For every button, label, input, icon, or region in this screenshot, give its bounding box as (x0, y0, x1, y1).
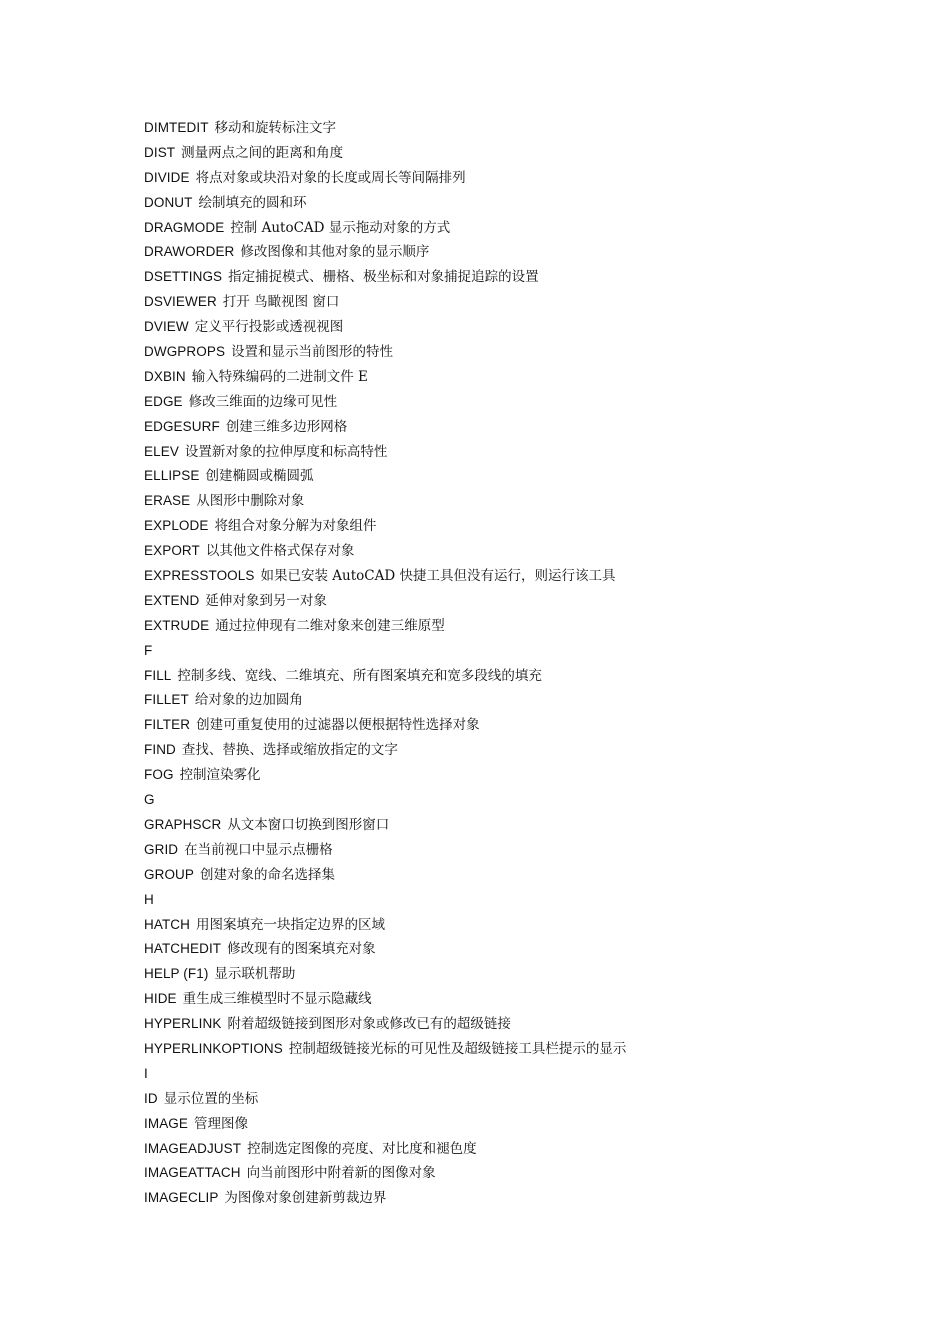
command-description: 显示位置的坐标 (163, 1090, 259, 1107)
command-name: I (144, 1065, 148, 1081)
command-description: 附着超级链接到图形对象或修改已有的超级链接 (227, 1016, 511, 1033)
command-name: HATCHEDIT (144, 941, 222, 957)
command-name: ID (144, 1090, 158, 1106)
command-name: EXPORT (144, 543, 200, 559)
list-item (144, 664, 904, 689)
command-name: HELP (F1) (144, 966, 209, 982)
list-item (144, 639, 904, 664)
command-name: HATCH (144, 916, 190, 932)
list-item (144, 937, 904, 962)
list-item (144, 489, 904, 514)
command-description: 修改三维面的边缘可见性 (188, 393, 338, 410)
list-item (144, 763, 904, 788)
command-description: 设置和显示当前图形的特性 (231, 344, 394, 361)
list-item (144, 688, 904, 713)
command-name: DIVIDE (144, 169, 190, 185)
list-item (144, 738, 904, 763)
command-description: 定义平行投影或透视视图 (194, 319, 344, 336)
command-description: 控制 AutoCAD 显示拖动对象的方式 (230, 219, 451, 236)
command-description: 显示联机帮助 (214, 966, 296, 983)
command-name: HYPERLINK (144, 1016, 222, 1032)
command-name: DIST (144, 144, 176, 160)
command-description: 输入特殊编码的二进制文件 E (191, 368, 368, 385)
command-name: DWGPROPS (144, 344, 226, 360)
command-description: 指定捕捉模式、栅格、极坐标和对象捕捉追踪的设置 (228, 269, 539, 286)
command-name: EXTRUDE (144, 617, 210, 633)
list-item (144, 589, 904, 614)
command-description: 控制渲染雾化 (179, 767, 261, 784)
command-description: 为图像对象创建新剪裁边界 (224, 1190, 387, 1207)
command-name: DSETTINGS (144, 269, 223, 285)
list-item (144, 415, 904, 440)
list-item (144, 1112, 904, 1137)
list-item (144, 614, 904, 639)
command-description: 创建对象的命名选择集 (200, 866, 336, 883)
command-description: 在当前视口中显示点栅格 (184, 841, 333, 858)
command-name: HYPERLINKOPTIONS (144, 1040, 283, 1056)
list-item (144, 863, 904, 888)
command-description: 从图形中删除对象 (196, 493, 305, 510)
command-name: HIDE (144, 991, 177, 1007)
command-name: H (144, 891, 154, 907)
command-description: 延伸对象到另一对象 (205, 592, 327, 609)
list-item (144, 838, 904, 863)
command-description: 给对象的边加圆角 (194, 692, 303, 709)
list-item (144, 216, 904, 241)
command-name: EXPRESSTOOLS (144, 568, 255, 584)
command-description: 移动和旋转标注文字 (214, 120, 337, 136)
command-name: IMAGECLIP (144, 1190, 219, 1206)
list-item (144, 1037, 904, 1062)
list-item (144, 1062, 904, 1087)
list-item (144, 116, 904, 141)
command-name: ELLIPSE (144, 468, 200, 484)
command-name: IMAGEATTACH (144, 1165, 241, 1181)
command-description: 将点对象或块沿对象的长度或周长等间隔排列 (195, 169, 466, 186)
command-description: 修改现有的图案填充对象 (227, 941, 376, 958)
command-name: GRID (144, 841, 179, 857)
command-name: FIND (144, 742, 176, 758)
command-description: 查找、替换、选择或缩放指定的文字 (181, 742, 398, 759)
list-item (144, 987, 904, 1012)
list-item (144, 265, 904, 290)
command-list (144, 116, 904, 1211)
command-description: 向当前图形中附着新的图像对象 (246, 1165, 436, 1182)
list-item (144, 365, 904, 390)
list-item (144, 166, 904, 191)
list-item (144, 539, 904, 564)
command-name: EDGESURF (144, 418, 220, 434)
list-item (144, 340, 904, 365)
command-description: 创建椭圆或椭圆弧 (205, 468, 314, 485)
command-name: DXBIN (144, 368, 186, 384)
list-item (144, 913, 904, 938)
list-item (144, 1161, 904, 1186)
list-item (144, 390, 904, 415)
list-item (144, 788, 904, 813)
command-description: 以其他文件格式保存对象 (205, 543, 355, 560)
command-name: G (144, 792, 155, 808)
list-item (144, 888, 904, 913)
command-name: EDGE (144, 393, 183, 409)
command-description: 创建可重复使用的过滤器以便根据特性选择对象 (196, 717, 480, 734)
command-name: FILLET (144, 692, 189, 708)
command-name: EXTEND (144, 592, 200, 608)
command-name: ERASE (144, 493, 191, 509)
command-name: DRAWORDER (144, 244, 235, 260)
command-name: EXPLODE (144, 518, 209, 534)
command-name: ELEV (144, 443, 179, 459)
command-name: FOG (144, 767, 174, 783)
command-name: DVIEW (144, 319, 189, 335)
list-item (144, 141, 904, 166)
list-item (144, 191, 904, 216)
list-item (144, 962, 904, 987)
command-description: 控制多线、宽线、二维填充、所有图案填充和宽多段线的填充 (177, 667, 542, 684)
command-description: 修改图像和其他对象的显示顺序 (240, 244, 430, 261)
command-name: FILTER (144, 717, 191, 733)
command-description: 管理图像 (194, 1115, 249, 1132)
command-description: 打开 鸟瞰视图 窗口 (222, 294, 340, 311)
list-item (144, 1087, 904, 1112)
command-description: 将组合对象分解为对象组件 (214, 518, 377, 535)
list-item (144, 315, 904, 340)
command-name: F (144, 642, 153, 658)
command-name: DRAGMODE (144, 219, 225, 235)
command-description: 测量两点之间的距离和角度 (181, 144, 344, 161)
command-description: 控制选定图像的亮度、对比度和褪色度 (247, 1140, 477, 1157)
list-item (144, 813, 904, 838)
list-item (144, 1012, 904, 1037)
command-description: 如果已安装 AutoCAD 快捷工具但没有运行，则运行该工具 (260, 568, 616, 585)
command-name: DONUT (144, 194, 193, 210)
list-item (144, 464, 904, 489)
list-item (144, 514, 904, 539)
command-name: DIMTEDIT (144, 120, 209, 135)
list-item (144, 240, 904, 265)
command-name: IMAGEADJUST (144, 1140, 242, 1156)
command-name: GRAPHSCR (144, 816, 222, 832)
command-description: 控制超级链接光标的可见性及超级链接工具栏提示的显示 (288, 1040, 627, 1057)
list-item (144, 1137, 904, 1162)
command-name: GROUP (144, 866, 195, 882)
command-description: 设置新对象的拉伸厚度和标高特性 (184, 443, 388, 460)
list-item (144, 290, 904, 315)
list-item (144, 713, 904, 738)
command-description: 从文本窗口切换到图形窗口 (227, 816, 390, 833)
command-description: 用图案填充一块指定边界的区域 (196, 916, 385, 933)
command-name: DSVIEWER (144, 294, 217, 310)
list-item (144, 440, 904, 465)
list-item (144, 1186, 904, 1211)
command-name: FILL (144, 667, 172, 683)
command-description: 绘制填充的圆和环 (198, 194, 307, 211)
command-description: 重生成三维模型时不显示隐藏线 (182, 991, 372, 1008)
command-description: 通过拉伸现有二维对象来创建三维原型 (215, 617, 445, 634)
command-description: 创建三维多边形网格 (225, 418, 348, 435)
command-name: IMAGE (144, 1115, 189, 1131)
list-item (144, 564, 904, 589)
